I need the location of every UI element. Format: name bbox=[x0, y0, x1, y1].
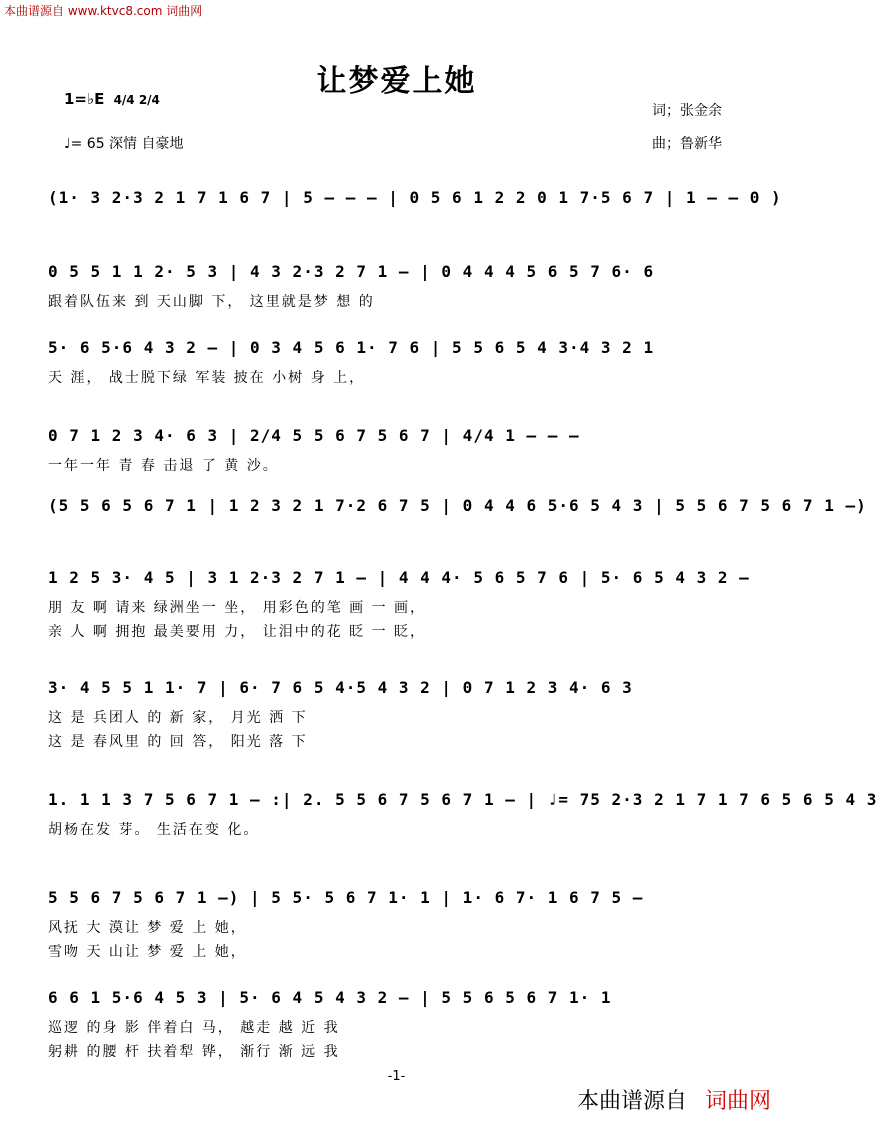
notation-line: 1 2 5 3· 4 5 | 3 1 2·3 2 7 1 – | 4 4 4· 5 6 5 7 6 | 5· 6 5 4 3 2 – bbox=[48, 568, 750, 587]
lyric-line-1: 跟着队伍来 到 天山脚 下， 这里就是梦 想 的 bbox=[48, 294, 375, 310]
brand-site: 词曲网 bbox=[704, 1089, 771, 1114]
lyric-line-2: 雪吻 天 山让 梦 爱 上 她， bbox=[48, 944, 247, 960]
notation-line: 1. 1 1 3 7 5 6 7 1 – :| 2. 5 5 6 7 5 6 7 1 – | ♩= 75 2·3 2 1 7 1 7 6 5 6 5 4 3 bbox=[48, 790, 877, 809]
notation-line: 6 6 1 5·6 4 5 3 | 5· 6 4 5 4 3 2 – | 5 5 6 5 6 7 1· 1 bbox=[48, 988, 612, 1007]
music-system-3 bbox=[48, 338, 748, 387]
notation-line: 3· 4 5 5 1 1· 7 | 6· 7 6 5 4·5 4 3 2 | 0 7 1 2 3 4· 6 3 bbox=[48, 678, 633, 697]
notation-line: 0 5 5 1 1 2· 5 3 | 4 3 2·3 2 7 1 – | 0 4 4 4 5 6 5 7 6· 6 bbox=[48, 262, 655, 281]
lyric-line-1: 风抚 大 漠让 梦 爱 上 她， bbox=[48, 920, 247, 936]
notation-line: (1· 3 2·3 2 1 7 1 6 7 | 5 – – – | 0 5 6 1 2 2 0 1 7·5 6 7 | 1 – – 0 ) bbox=[48, 188, 782, 207]
notation-line: 0 7 1 2 3 4· 6 3 | 2/4 5 5 6 7 5 6 7 | 4/4 1 – – – bbox=[48, 426, 580, 445]
notation-line: 5· 6 5·6 4 3 2 – | 0 3 4 5 6 1· 7 6 | 5 5 6 5 4 3·4 3 2 1 bbox=[48, 338, 655, 357]
footer-brand bbox=[577, 1084, 771, 1115]
music-system-8 bbox=[48, 790, 877, 839]
music-system-1 bbox=[48, 188, 782, 207]
tempo-marking: ♩= 65 深情 自豪地 bbox=[64, 136, 184, 152]
music-system-4 bbox=[48, 426, 748, 475]
music-system-6 bbox=[48, 568, 748, 641]
source-watermark: 本曲谱源自 www.ktvc8.com 词曲网 bbox=[4, 4, 203, 18]
music-system-9 bbox=[48, 888, 748, 961]
lyric-line-1: 天 涯， 战士脱下绿 军装 披在 小树 身 上， bbox=[48, 370, 366, 386]
music-system-2 bbox=[48, 262, 748, 311]
music-system-10 bbox=[48, 988, 748, 1061]
lyric-line-1: 一年一年 青 春 击退 了 黄 沙。 bbox=[48, 458, 279, 474]
key-signature bbox=[64, 90, 160, 108]
page-number: -1- bbox=[387, 1069, 406, 1084]
lyricist-credit: 词；张金余 bbox=[652, 103, 722, 119]
brand-main: 本曲谱源自 bbox=[576, 1089, 687, 1114]
lyric-line-2: 这 是 春风里 的 回 答， 阳光 落 下 bbox=[48, 734, 308, 750]
key-label: 1=♭E bbox=[64, 90, 105, 108]
lyric-line-1: 朋 友 啊 请来 绿洲坐一 坐， 用彩色的笔 画 一 画， bbox=[48, 600, 427, 616]
lyric-line-1: 胡杨在发 芽。 生活在变 化。 bbox=[48, 822, 260, 838]
song-title: 让梦爱上她 bbox=[316, 64, 477, 99]
music-system-5 bbox=[48, 496, 867, 515]
lyric-line-1: 这 是 兵团人 的 新 家， 月光 洒 下 bbox=[48, 710, 308, 726]
notation-line: 5 5 6 7 5 6 7 1 –) | 5 5· 5 6 7 1· 1 | 1· 6 7· 1 6 7 5 – bbox=[48, 888, 644, 907]
lyric-line-2: 躬耕 的腰 杆 扶着犁 铧， 渐行 渐 远 我 bbox=[48, 1044, 340, 1060]
lyric-line-2: 亲 人 啊 拥抱 最美要用 力， 让泪中的花 眨 一 眨， bbox=[48, 624, 427, 640]
notation-line: (5 5 6 5 6 7 1 | 1 2 3 2 1 7·2 6 7 5 | 0 4 4 6 5·6 5 4 3 | 5 5 6 7 5 6 7 1 –) bbox=[48, 496, 867, 515]
composer-credit: 曲；鲁新华 bbox=[652, 136, 722, 152]
music-system-7 bbox=[48, 678, 748, 751]
lyric-line-1: 巡逻 的身 影 伴着白 马， 越走 越 近 我 bbox=[48, 1020, 340, 1036]
meter-label: 4/4 2/4 bbox=[113, 93, 160, 107]
